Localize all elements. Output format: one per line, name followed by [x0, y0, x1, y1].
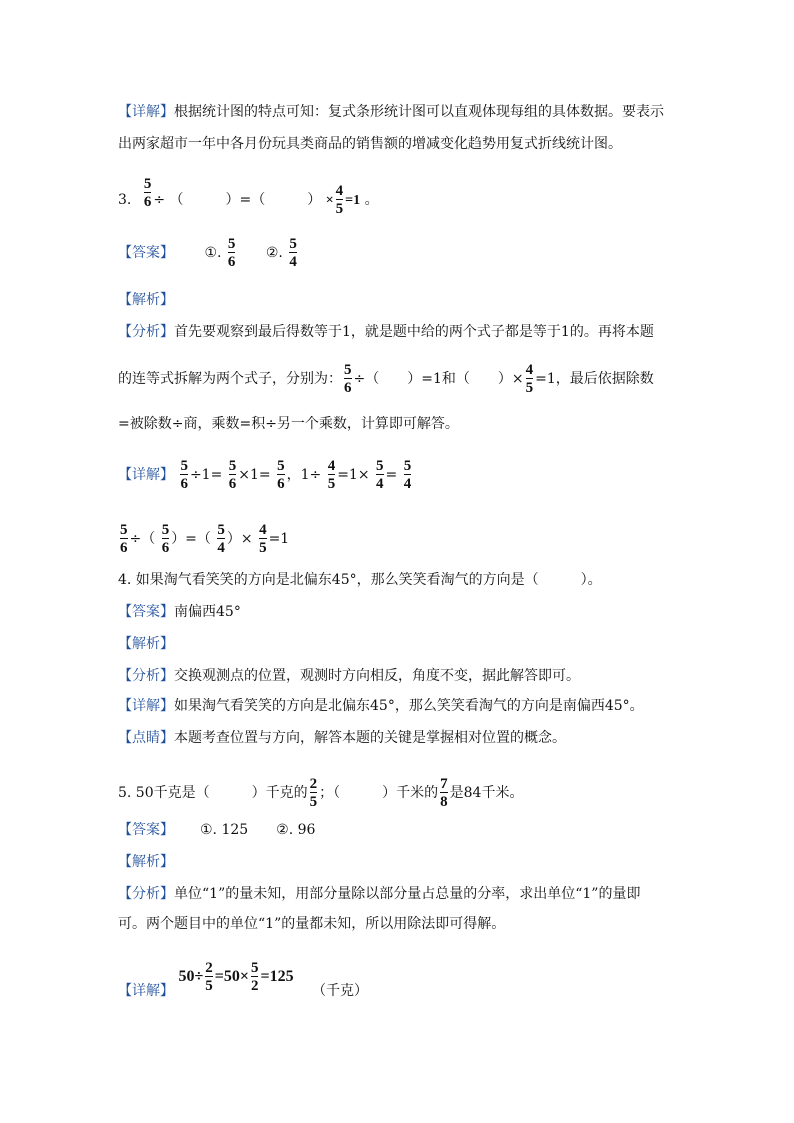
jiexi-5: 【解析】 [118, 854, 174, 870]
fraction: $\frac{5}{6}$ [143, 176, 152, 210]
answer-4: 【答案】南偏西45° [118, 604, 241, 620]
analysis-3-line-1: 【分析】首先要观察到最后得数等于1，就是题中给的两个式子都是等于1的。再将本题 [118, 324, 654, 340]
detail-4: 【详解】如果淘气看笑笑的方向是北偏东45°，那么笑笑看淘气的方向是南偏西45°。 [118, 698, 644, 714]
jiexi-4: 【解析】 [118, 636, 174, 652]
detail-5: 【详解】 50÷ $\frac{2}{5}$ =50× $\frac{5}{2}$ =125 （千克） [118, 960, 369, 999]
question-3: 3. $\frac{5}{6}$ ÷ （ ）=（ ） × $\frac{4}{5}$ =1 。 [118, 176, 379, 217]
analysis-5-line-2: 可。两个题目中的单位“1”的量都未知，所以用除法即可得解。 [118, 916, 506, 932]
fraction: $\frac{5}{6}$ [161, 522, 170, 556]
fraction: $\frac{5}{4}$ [376, 458, 384, 492]
question-4: 4. 如果淘气看笑笑的方向是北偏东45°，那么笑笑看淘气的方向是（ ）。 [118, 572, 602, 588]
jiexi-3: 【解析】 [118, 292, 174, 308]
question-5: 5. 50千克是（ ）千克的 $\frac{2}{5}$ ；（ ）千米的 $\frac{7}{8}$ 是84千米。 [118, 776, 524, 810]
fraction: $\frac{5}{6}$ [227, 236, 236, 270]
fraction: $\frac{5}{4}$ [217, 522, 225, 556]
fraction: $\frac{5}{6}$ [344, 362, 352, 396]
answer-5: 【答案】 ①. 125 ②. 96 [118, 822, 316, 838]
fraction: $\frac{5}{4}$ [403, 458, 412, 492]
detail-tag: 【详解】 [118, 104, 174, 120]
fraction: $\frac{4}{5}$ [335, 183, 344, 217]
fraction: $\frac{5}{6}$ [228, 458, 237, 492]
fraction: $\frac{2}{5}$ [309, 776, 318, 810]
fraction: $\frac{5}{4}$ [289, 236, 297, 270]
fraction: $\frac{4}{5}$ [327, 458, 336, 492]
fraction: $\frac{5}{6}$ [277, 458, 285, 492]
fraction: $\frac{2}{5}$ [205, 960, 213, 994]
fraction: $\frac{4}{5}$ [259, 522, 267, 556]
fraction: $\frac{5}{2}$ [250, 960, 259, 994]
fraction: $\frac{5}{6}$ [120, 522, 128, 556]
detail-line-2: 出两家超市一年中各月份玩具类商品的销售额的增减变化趋势用复式折线统计图。 [118, 136, 622, 152]
analysis-3-line-3: =被除数÷商，乘数=积÷另一个乘数，计算即可解答。 [118, 416, 459, 432]
comment-4: 【点睛】本题考查位置与方向，解答本题的关键是掌握相对位置的概念。 [118, 730, 566, 746]
fraction: $\frac{7}{8}$ [440, 776, 448, 810]
detail-3: 【详解】 $\frac{5}{6}$ ÷1= $\frac{5}{6}$ ×1= $\frac{5}{6}$ ，1÷ $\frac{4}{5}$ =1× $\frac{5}{4}$ = $\frac{5}{4}$ [118, 458, 412, 492]
fraction: $\frac{4}{5}$ [525, 362, 534, 396]
analysis-3-line-2: 的连等式拆解为两个式子，分别为： $\frac{5}{6}$ ÷（ ）=1和（ ）× $\frac{4}{5}$ =1，最后依据除数 [118, 362, 654, 396]
final-3: $\frac{5}{6}$ ÷（ $\frac{5}{6}$ ）=（ $\frac{5}{4}$ ）× $\frac{4}{5}$ =1 [120, 522, 290, 556]
fraction: $\frac{5}{6}$ [180, 458, 188, 492]
analysis-5-line-1: 【分析】单位“1”的量未知，用部分量除以部分量占总量的分率，求出单位“1”的量即 [118, 886, 641, 902]
detail-line-1: 【详解】根据统计图的特点可知：复式条形统计图可以直观体现每组的具体数据。要表示 [118, 104, 664, 120]
analysis-4: 【分析】交换观测点的位置，观测时方向相反，角度不变，据此解答即可。 [118, 668, 580, 684]
answer-3: 【答案】 ①. $\frac{5}{6}$ ②. $\frac{5}{4}$ [118, 236, 297, 270]
